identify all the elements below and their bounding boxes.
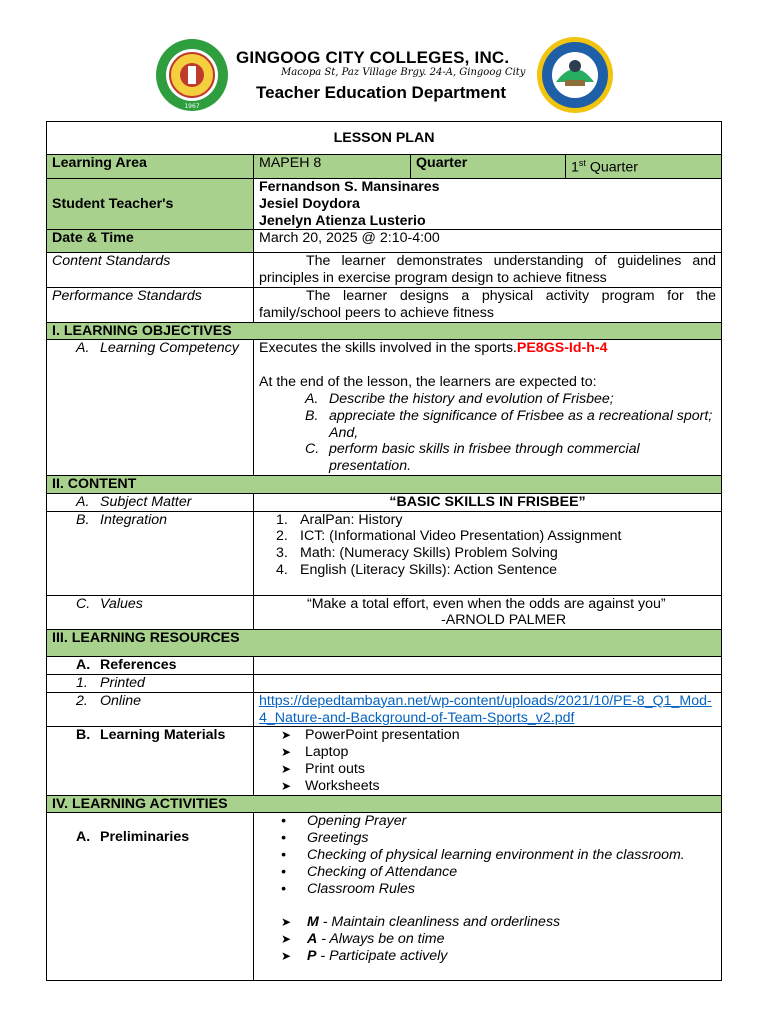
svg-text:1967: 1967 — [184, 103, 200, 110]
list-item: • Checking of physical learning environment in the classroom. — [259, 847, 716, 864]
list-item: 1. AralPan: History — [276, 511, 403, 528]
dot-bullet-icon: • — [281, 880, 286, 897]
performance-standards-label: Performance Standards — [47, 287, 254, 322]
subject-matter-value: “BASIC SKILLS IN FRISBEE” — [254, 493, 722, 511]
dot-bullet-icon: • — [281, 863, 286, 880]
list-item: C. perform basic skills in frisbee through commercial presentation. — [305, 441, 640, 475]
section-learning-resources: III. LEARNING RESOURCES — [47, 630, 722, 657]
dot-bullet-icon: • — [281, 830, 286, 847]
section-learning-objectives: I. LEARNING OBJECTIVES — [47, 322, 722, 340]
integration-list — [254, 511, 722, 595]
student-teachers-list — [254, 179, 722, 230]
student-teachers-label: Student Teacher's — [47, 179, 254, 230]
learning-materials-label: B. Learning Materials — [47, 727, 254, 795]
list-item: ➤ M - Maintain cleanliness and orderliness — [259, 914, 716, 931]
list-item: • Classroom Rules — [259, 881, 716, 898]
list-item: ➤ Laptop — [259, 744, 716, 761]
performance-standards-text: The learner designs a physical activity program for the family/school peers to achieve fitness — [254, 287, 722, 322]
values-quote: “Make a total effort, even when the odds are against you” — [307, 595, 666, 612]
list-item: • Opening Prayer — [259, 813, 716, 830]
quarter-value: 1st Quarter — [566, 155, 722, 179]
list-item: 3. Math: (Numeracy Skills) Problem Solving — [276, 545, 558, 562]
arrow-bullet-icon: ➤ — [281, 915, 292, 930]
objectives-list — [259, 391, 716, 475]
section-learning-activities: IV. LEARNING ACTIVITIES — [47, 795, 722, 813]
date-time-label: Date & Time — [47, 230, 254, 253]
letterhead — [0, 0, 768, 120]
quarter-label: Quarter — [411, 155, 566, 179]
content-standards-text: The learner demonstrates understanding of guidelines and principles in exercise program design to achieve fitness — [254, 253, 722, 288]
arrow-bullet-icon: ➤ — [281, 932, 292, 947]
section-content: II. CONTENT — [47, 475, 722, 493]
learning-competency-content — [254, 340, 722, 476]
list-item: B. appreciate the significance of Frisbee as a recreational sport; And, — [305, 407, 713, 441]
values-label: C. Values — [47, 595, 254, 630]
list-item: A. Describe the history and evolution of Frisbee; — [305, 390, 614, 407]
learning-competency-text: Executes the skills involved in the sports.PE8GS-Id-h-4 — [259, 340, 608, 357]
content-standards-label: Content Standards — [47, 253, 254, 288]
student-teacher-name: Jenelyn Atienza Lusterio — [259, 212, 426, 229]
school-name: GINGOOG CITY COLLEGES, INC. — [236, 48, 510, 67]
printed-value — [254, 674, 722, 692]
list-item: ➤ A - Always be on time — [259, 931, 716, 948]
date-time-value: March 20, 2025 @ 2:10-4:00 — [254, 230, 722, 253]
list-item: ➤ Worksheets — [259, 778, 716, 795]
learning-area-label: Learning Area — [47, 155, 254, 179]
values-author: -ARNOLD PALMER — [441, 612, 567, 629]
arrow-bullet-icon: ➤ — [281, 761, 292, 776]
college-seal-logo — [155, 38, 229, 112]
department-name: Teacher Education Department — [256, 83, 507, 102]
dot-bullet-icon: • — [281, 846, 286, 863]
competency-code: PE8GS-Id-h-4 — [516, 340, 608, 357]
printed-label: 1. Printed — [47, 674, 254, 692]
integration-label: B. Integration — [47, 511, 254, 595]
arrow-bullet-icon: ➤ — [281, 728, 292, 743]
list-item: • Greetings — [259, 830, 716, 847]
list-item: ➤ Print outs — [259, 761, 716, 778]
list-item: ➤ P - Participate actively — [259, 948, 716, 965]
values-content — [254, 595, 722, 630]
learning-area-value: MAPEH 8 — [254, 155, 411, 179]
learning-materials-list — [254, 727, 722, 795]
subject-matter-label: A. Subject Matter — [47, 493, 254, 511]
learning-competency-label: A. Learning Competency — [47, 340, 254, 476]
student-teacher-name: Jesiel Doydora — [259, 195, 360, 212]
preliminaries-list — [254, 813, 722, 981]
online-resource-link[interactable]: https://depedtambayan.net/wp-content/uploads/2021/10/PE-8_Q1_Mod-4_Nature-and-Background-of-Team-Sports_v2.pdf — [259, 692, 712, 726]
references-label: A. References — [47, 657, 254, 675]
lesson-plan-table — [46, 121, 722, 981]
list-item: 4. English (Literacy Skills): Action Sentence — [276, 561, 558, 578]
arrow-bullet-icon: ➤ — [281, 948, 292, 963]
preliminaries-label: A. Preliminaries — [47, 813, 254, 981]
student-teacher-name: Fernandson S. Mansinares — [259, 179, 440, 195]
online-label: 2. Online — [47, 692, 254, 727]
list-item: 2. ICT: (Informational Video Presentation) Assignment — [276, 528, 622, 545]
dot-bullet-icon: • — [281, 813, 286, 830]
objectives-intro: At the end of the lesson, the learners are expected to: — [259, 374, 597, 391]
department-seal-logo — [536, 36, 614, 114]
arrow-bullet-icon: ➤ — [281, 745, 292, 760]
list-item: • Checking of Attendance — [259, 864, 716, 881]
references-value — [254, 657, 722, 675]
lesson-plan-title: LESSON PLAN — [47, 122, 722, 155]
arrow-bullet-icon: ➤ — [281, 778, 292, 793]
school-address: Macopa St, Paz Village Brgy. 24-A, Gingoog City — [281, 67, 526, 78]
online-value — [254, 692, 722, 727]
list-item: ➤ PowerPoint presentation — [259, 727, 716, 744]
